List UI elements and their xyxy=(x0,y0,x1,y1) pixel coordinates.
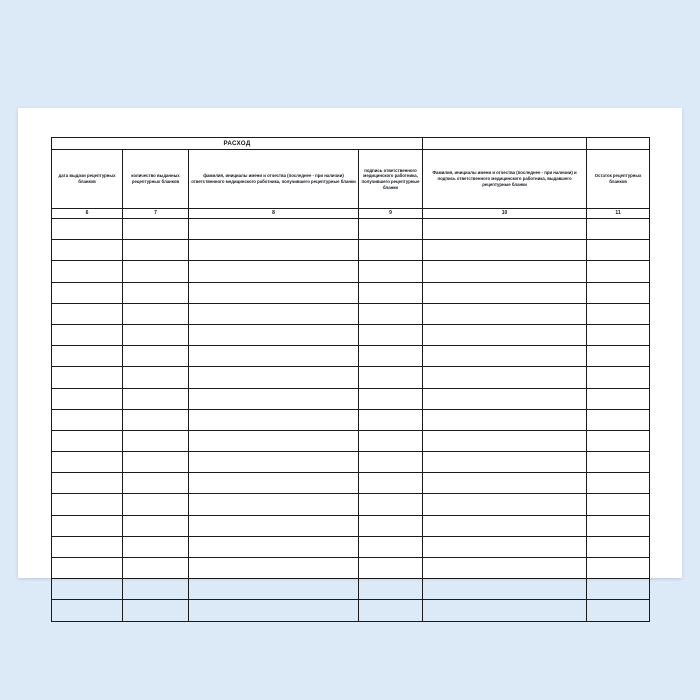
table-cell[interactable] xyxy=(423,282,587,303)
table-cell[interactable] xyxy=(587,367,650,388)
table-row xyxy=(52,240,650,261)
table-cell[interactable] xyxy=(189,558,359,579)
table-cell[interactable] xyxy=(52,282,123,303)
table-cell[interactable] xyxy=(423,600,587,621)
span-filler-col10 xyxy=(423,138,587,150)
table-cell[interactable] xyxy=(123,240,189,261)
table-cell[interactable] xyxy=(423,515,587,536)
table-cell[interactable] xyxy=(123,367,189,388)
span-title-row xyxy=(52,138,650,150)
table-cell[interactable] xyxy=(189,452,359,473)
table-cell[interactable] xyxy=(52,452,123,473)
table-cell[interactable] xyxy=(359,346,423,367)
table-cell[interactable] xyxy=(587,430,650,451)
table-cell[interactable] xyxy=(189,219,359,240)
table-cell[interactable] xyxy=(52,579,123,600)
table-cell[interactable] xyxy=(123,494,189,515)
table-cell[interactable] xyxy=(587,409,650,430)
table-cell[interactable] xyxy=(359,430,423,451)
table-cell[interactable] xyxy=(359,558,423,579)
table-cell[interactable] xyxy=(189,240,359,261)
table-cell[interactable] xyxy=(52,473,123,494)
table-cell[interactable] xyxy=(123,536,189,557)
prescription-blanks-journal-table xyxy=(51,137,650,622)
table-row xyxy=(52,388,650,409)
column-number-10: 10 xyxy=(423,209,587,219)
table-cell[interactable] xyxy=(423,367,587,388)
table-cell[interactable] xyxy=(359,240,423,261)
table-cell[interactable] xyxy=(189,409,359,430)
table-cell[interactable] xyxy=(423,346,587,367)
table-row xyxy=(52,430,650,451)
table-cell[interactable] xyxy=(52,600,123,621)
table-cell[interactable] xyxy=(123,219,189,240)
table-cell[interactable] xyxy=(359,536,423,557)
table-cell[interactable] xyxy=(423,219,587,240)
table-cell[interactable] xyxy=(587,536,650,557)
table-row xyxy=(52,473,650,494)
table-cell[interactable] xyxy=(587,240,650,261)
table-cell[interactable] xyxy=(359,219,423,240)
table-cell[interactable] xyxy=(359,261,423,282)
paper-sheet xyxy=(18,108,682,578)
table-cell[interactable] xyxy=(52,219,123,240)
table-cell[interactable] xyxy=(587,600,650,621)
table-cell[interactable] xyxy=(423,494,587,515)
table-cell[interactable] xyxy=(359,367,423,388)
column-header-11: Остаток рецептурных бланков xyxy=(587,150,650,209)
table-cell[interactable] xyxy=(359,600,423,621)
table-cell[interactable] xyxy=(359,579,423,600)
table-cell[interactable] xyxy=(587,261,650,282)
table-cell[interactable] xyxy=(587,388,650,409)
table-cell[interactable] xyxy=(189,473,359,494)
table-cell[interactable] xyxy=(123,579,189,600)
table-cell[interactable] xyxy=(423,473,587,494)
table-row xyxy=(52,579,650,600)
table-cell[interactable] xyxy=(123,282,189,303)
table-cell[interactable] xyxy=(423,388,587,409)
table-cell[interactable] xyxy=(587,219,650,240)
table-row xyxy=(52,452,650,473)
table-row xyxy=(52,219,650,240)
table-cell[interactable] xyxy=(189,261,359,282)
table-cell[interactable] xyxy=(587,515,650,536)
column-header-row xyxy=(52,150,650,209)
table-cell[interactable] xyxy=(359,409,423,430)
table-cell[interactable] xyxy=(189,430,359,451)
table-cell[interactable] xyxy=(123,558,189,579)
table-row xyxy=(52,558,650,579)
table-cell[interactable] xyxy=(123,388,189,409)
table-cell[interactable] xyxy=(587,324,650,345)
table-cell[interactable] xyxy=(189,600,359,621)
journal-table-wrapper xyxy=(51,137,649,622)
column-header-7: количество выданных рецептурных бланков xyxy=(123,150,189,209)
table-row xyxy=(52,600,650,621)
column-header-6: дата выдачи рецептурных бланков xyxy=(52,150,123,209)
column-number-7: 7 xyxy=(123,209,189,219)
table-cell[interactable] xyxy=(123,473,189,494)
table-cell[interactable] xyxy=(423,324,587,345)
table-cell[interactable] xyxy=(189,494,359,515)
table-cell[interactable] xyxy=(123,346,189,367)
table-cell[interactable] xyxy=(423,558,587,579)
table-cell[interactable] xyxy=(123,600,189,621)
table-row xyxy=(52,367,650,388)
table-cell[interactable] xyxy=(189,324,359,345)
table-cell[interactable] xyxy=(587,282,650,303)
table-cell[interactable] xyxy=(123,430,189,451)
table-cell[interactable] xyxy=(359,282,423,303)
table-cell[interactable] xyxy=(52,324,123,345)
table-cell[interactable] xyxy=(189,388,359,409)
table-cell[interactable] xyxy=(359,324,423,345)
table-cell[interactable] xyxy=(423,430,587,451)
table-cell[interactable] xyxy=(359,388,423,409)
table-cell[interactable] xyxy=(587,579,650,600)
table-cell[interactable] xyxy=(52,367,123,388)
table-cell[interactable] xyxy=(123,324,189,345)
table-cell[interactable] xyxy=(52,515,123,536)
table-cell[interactable] xyxy=(423,261,587,282)
table-cell[interactable] xyxy=(52,536,123,557)
table-cell[interactable] xyxy=(423,303,587,324)
table-cell[interactable] xyxy=(123,515,189,536)
table-cell[interactable] xyxy=(123,261,189,282)
table-cell[interactable] xyxy=(189,579,359,600)
column-number-11: 11 xyxy=(587,209,650,219)
table-cell[interactable] xyxy=(52,303,123,324)
table-cell[interactable] xyxy=(52,346,123,367)
table-body xyxy=(52,219,650,622)
table-cell[interactable] xyxy=(123,409,189,430)
table-cell[interactable] xyxy=(189,367,359,388)
table-cell[interactable] xyxy=(189,515,359,536)
column-number-9: 9 xyxy=(359,209,423,219)
table-cell[interactable] xyxy=(423,536,587,557)
table-row xyxy=(52,303,650,324)
table-cell[interactable] xyxy=(587,346,650,367)
column-header-8: фамилия, инициалы имени и отчества (последнее - при наличии) ответственного медицинского работника, получившего рецептурные бланки xyxy=(189,150,359,209)
table-cell[interactable] xyxy=(189,346,359,367)
table-cell[interactable] xyxy=(423,409,587,430)
table-row xyxy=(52,261,650,282)
table-cell[interactable] xyxy=(52,409,123,430)
table-cell[interactable] xyxy=(587,558,650,579)
table-cell[interactable] xyxy=(189,303,359,324)
table-cell[interactable] xyxy=(123,303,189,324)
column-header-10: Фамилия, инициалы имени и отчества (последнее - при наличии) и подпись ответственного медицинского работника, выдавшего рецептурные бланки xyxy=(423,150,587,209)
column-header-9: подпись ответственного медицинского работника, получившего рецептурные бланки xyxy=(359,150,423,209)
table-cell[interactable] xyxy=(52,494,123,515)
table-cell[interactable] xyxy=(359,494,423,515)
rashod-span-title: РАСХОД xyxy=(52,138,423,150)
table-cell[interactable] xyxy=(52,261,123,282)
table-cell[interactable] xyxy=(423,579,587,600)
column-number-row xyxy=(52,209,650,219)
table-cell[interactable] xyxy=(52,558,123,579)
table-cell[interactable] xyxy=(52,388,123,409)
table-row xyxy=(52,409,650,430)
table-cell[interactable] xyxy=(52,240,123,261)
table-row xyxy=(52,346,650,367)
table-row xyxy=(52,324,650,345)
table-cell[interactable] xyxy=(587,494,650,515)
span-filler-col11 xyxy=(587,138,650,150)
table-cell[interactable] xyxy=(587,473,650,494)
table-row xyxy=(52,536,650,557)
table-cell[interactable] xyxy=(189,282,359,303)
table-cell[interactable] xyxy=(587,452,650,473)
column-number-8: 8 xyxy=(189,209,359,219)
table-row xyxy=(52,282,650,303)
column-number-6: 6 xyxy=(52,209,123,219)
table-row xyxy=(52,494,650,515)
table-cell[interactable] xyxy=(587,303,650,324)
table-head xyxy=(52,138,650,219)
table-cell[interactable] xyxy=(52,430,123,451)
table-cell[interactable] xyxy=(423,452,587,473)
table-cell[interactable] xyxy=(189,536,359,557)
table-cell[interactable] xyxy=(359,303,423,324)
table-cell[interactable] xyxy=(359,515,423,536)
table-cell[interactable] xyxy=(123,452,189,473)
table-row xyxy=(52,515,650,536)
table-cell[interactable] xyxy=(359,452,423,473)
table-cell[interactable] xyxy=(359,473,423,494)
table-cell[interactable] xyxy=(423,240,587,261)
